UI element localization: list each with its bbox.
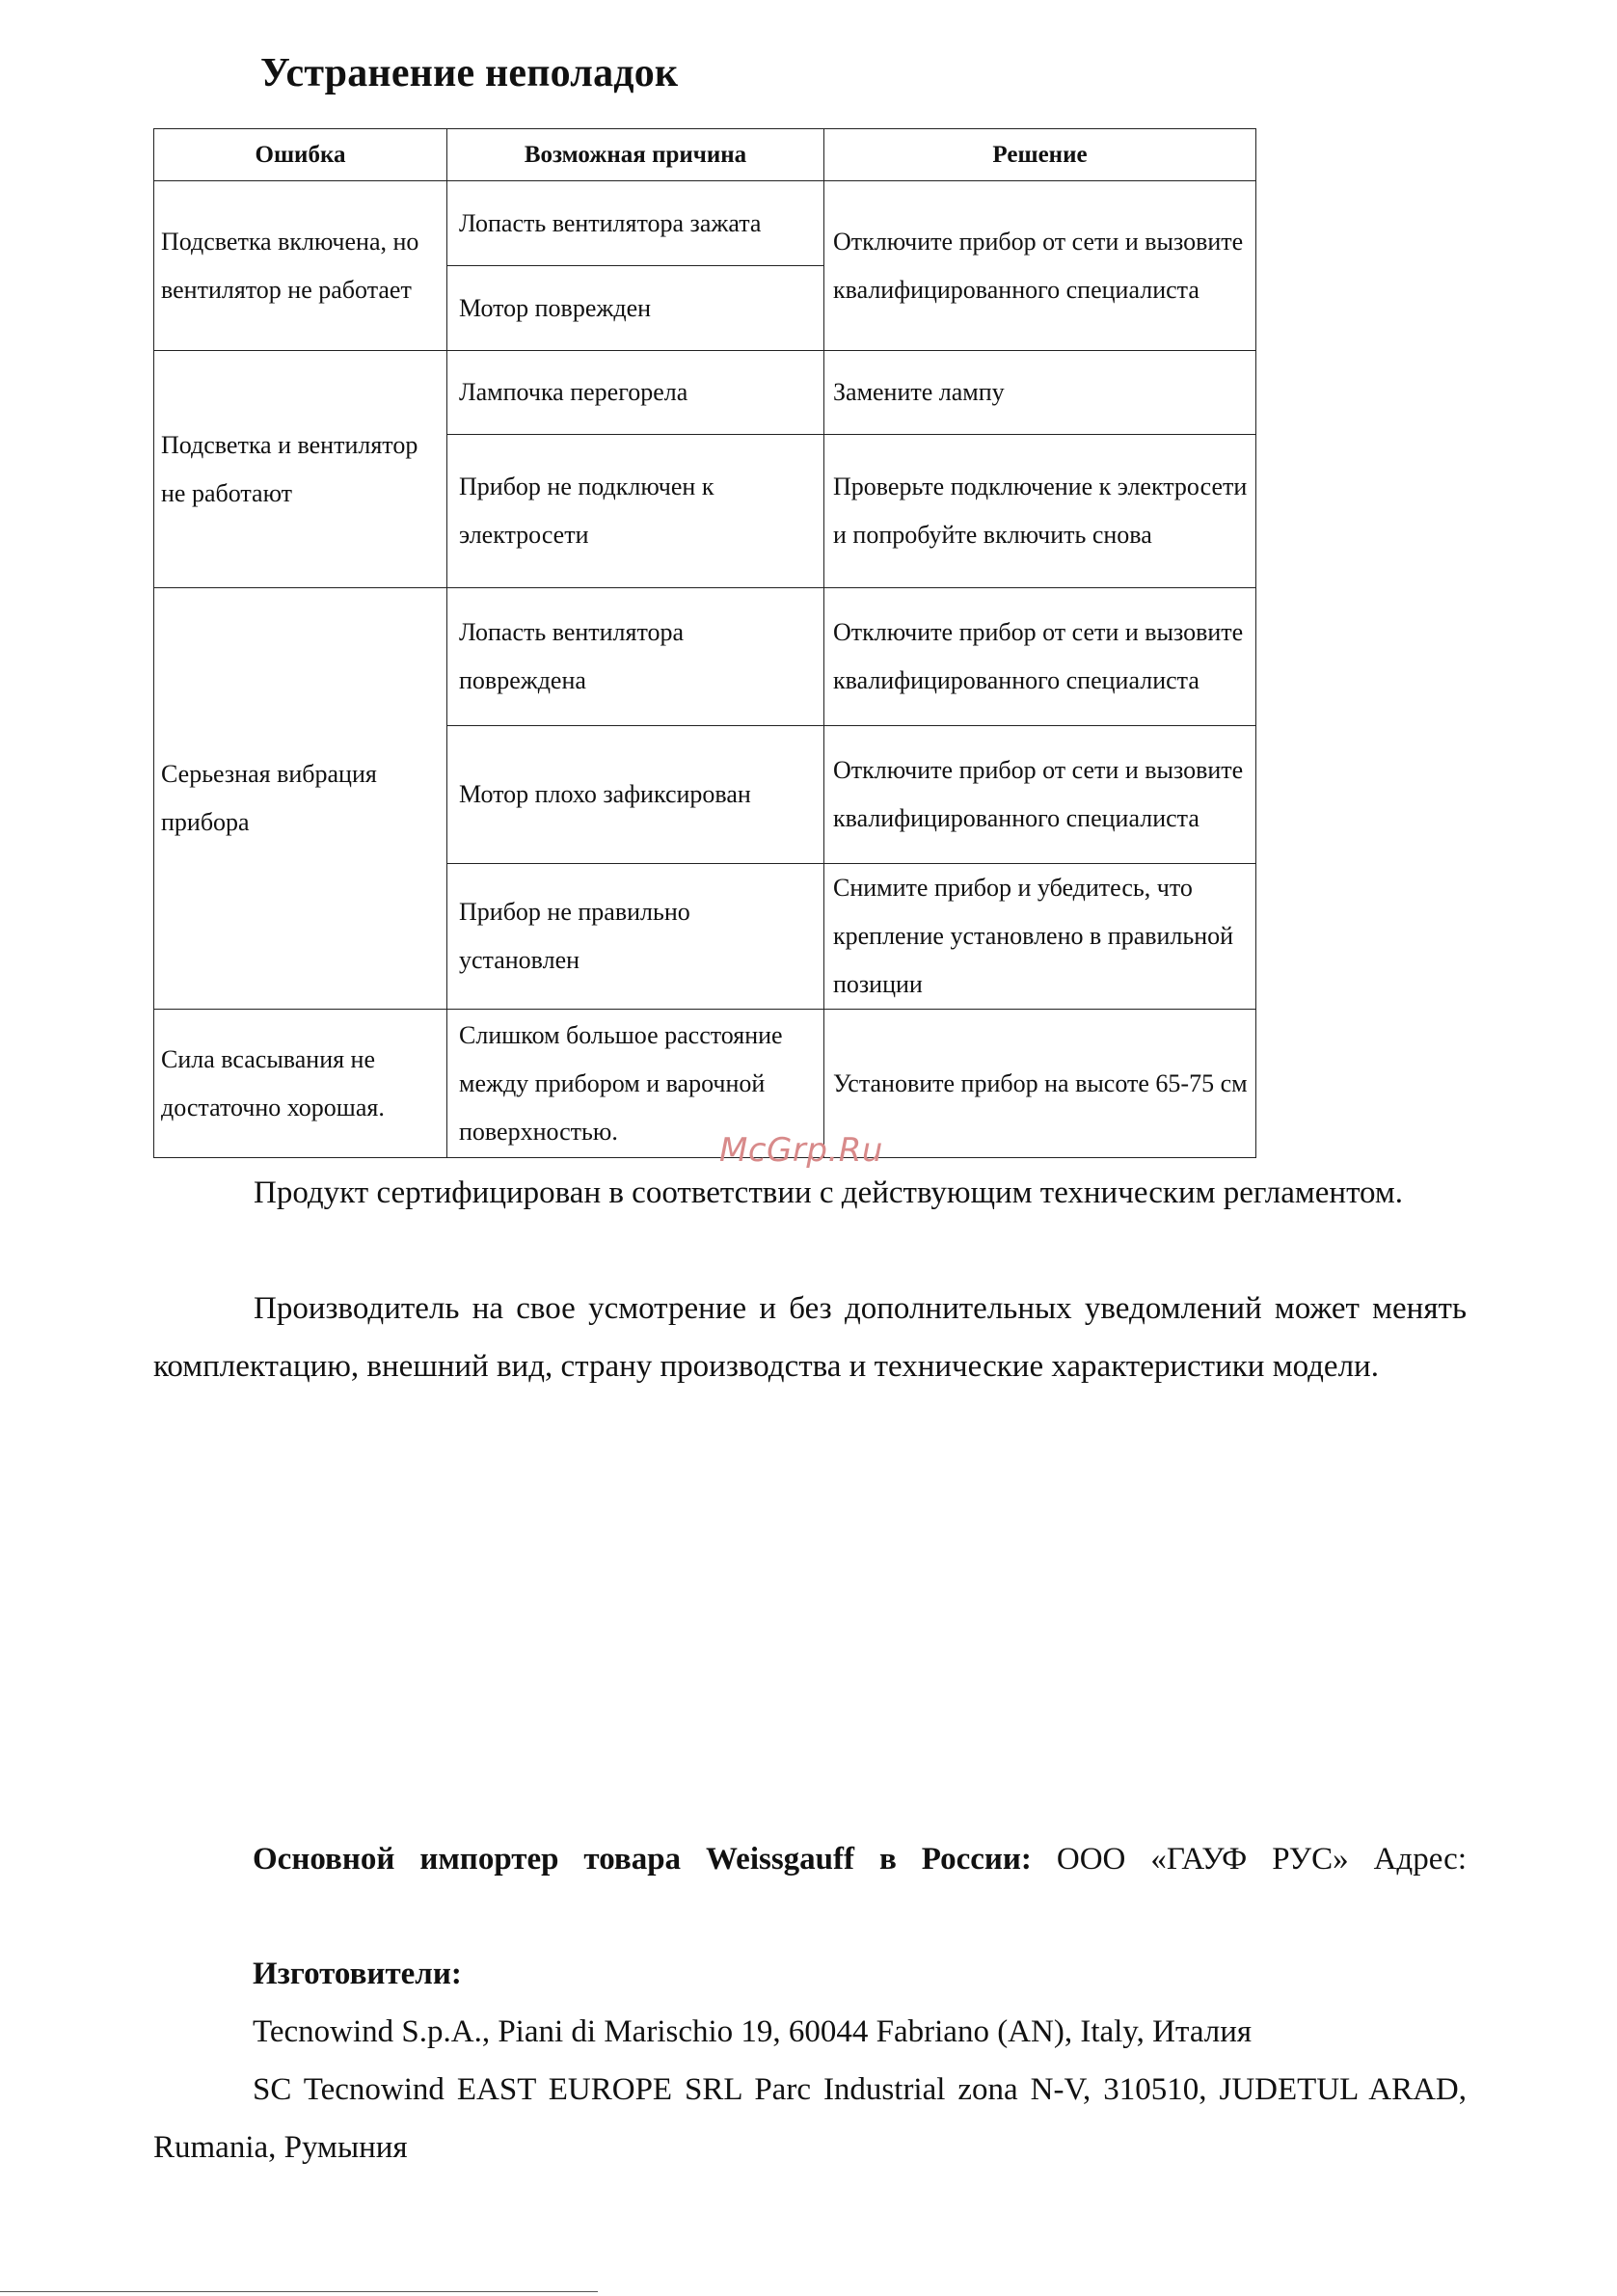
header-solution: Решение bbox=[824, 129, 1256, 181]
manufacturer-romania: SC Tecnowind EAST EUROPE SRL Parc Industrial zona N-V, 310510, JUDETUL ARAD, Rumania, Румыния bbox=[153, 2072, 1467, 2165]
table-row bbox=[154, 1010, 1256, 1158]
solution-cell: Отключите прибор от сети и вызовите квалифицированного специалиста bbox=[824, 181, 1256, 351]
cause-cell: Слишком большое расстояние между прибором и варочной поверхностью. bbox=[447, 1010, 824, 1158]
error-cell: Подсветка и вентилятор не работают bbox=[154, 351, 447, 588]
manufacturer-italy: Tecnowind S.p.A., Piani di Marischio 19, 60044 Fabriano (AN), Italy, Италия bbox=[253, 2014, 1253, 2049]
solution-cell: Отключите прибор от сети и вызовите квалифицированного специалиста bbox=[824, 588, 1256, 726]
importer-line bbox=[253, 1830, 1467, 1888]
error-cell: Подсветка включена, но вентилятор не работает bbox=[154, 181, 447, 351]
cause-cell: Мотор поврежден bbox=[447, 266, 824, 351]
solution-cell: Замените лампу bbox=[824, 351, 1256, 435]
importer-label: Основной импортер товара Weissgauff в России: bbox=[253, 1842, 1032, 1877]
cause-cell: Прибор не правильно установлен bbox=[447, 864, 824, 1010]
manufacturers-heading: Изготовители: bbox=[253, 1957, 462, 1991]
error-cell: Сила всасывания не достаточно хорошая. bbox=[154, 1010, 447, 1158]
table-row bbox=[154, 588, 1256, 726]
solution-cell: Отключите прибор от сети и вызовите квалифицированного специалиста bbox=[824, 726, 1256, 864]
header-error: Ошибка bbox=[154, 129, 447, 181]
page-title: Устранение неполадок bbox=[260, 51, 679, 95]
cause-cell: Лампочка перегорела bbox=[447, 351, 824, 435]
table-row bbox=[154, 351, 1256, 435]
cause-cell: Прибор не подключен к электросети bbox=[447, 435, 824, 588]
solution-cell: Снимите прибор и убедитесь, что крепление установлено в правильной позиции bbox=[824, 864, 1256, 1010]
certification-paragraph: Продукт сертифицирован в соответствии с действующим техническим регламентом. bbox=[254, 1175, 1404, 1210]
header-cause: Возможная причина bbox=[447, 129, 824, 181]
table-header-row bbox=[154, 129, 1256, 181]
error-cell: Серьезная вибрация прибора bbox=[154, 588, 447, 1010]
cause-cell: Мотор плохо зафиксирован bbox=[447, 726, 824, 864]
solution-cell: Проверьте подключение к электросети и попробуйте включить снова bbox=[824, 435, 1256, 588]
cause-cell: Лопасть вентилятора зажата bbox=[447, 181, 824, 266]
footer-rule bbox=[0, 2291, 598, 2292]
troubleshooting-table bbox=[153, 128, 1256, 1158]
cause-cell: Лопасть вентилятора повреждена bbox=[447, 588, 824, 726]
table-row bbox=[154, 181, 1256, 266]
importer-value: ООО «ГАУФ РУС» Адрес: bbox=[1056, 1842, 1467, 1877]
watermark: McGrp.Ru bbox=[719, 1131, 883, 1170]
solution-cell: Установите прибор на высоте 65-75 см bbox=[824, 1010, 1256, 1158]
manufacturer-note-paragraph: Производитель на свое усмотрение и без дополнительных уведомлений может менять комплектацию, внешний вид, страну производства и технические характеристики модели. bbox=[153, 1291, 1467, 1384]
